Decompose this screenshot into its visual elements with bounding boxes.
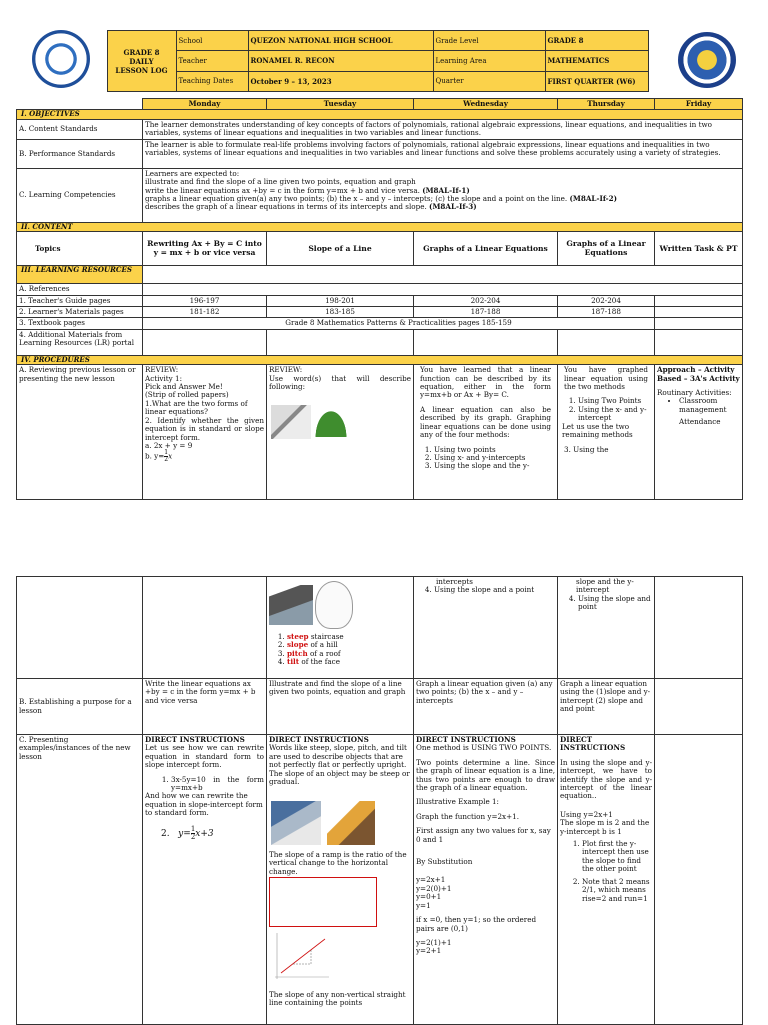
mon-item-a: a. 2x + y = 9 xyxy=(145,440,193,450)
mon-di-para-1: Let us see how we can rewrite equation in standard form to slope intercept form. xyxy=(145,743,264,770)
lesson-table-page-1 xyxy=(16,98,743,500)
tg-pages-thursday: 202-204 xyxy=(558,295,655,306)
reviewing-lesson-label: A. Reviewing previous lesson or presenting the new lesson xyxy=(17,365,143,500)
topic-friday: Written Task & PT xyxy=(655,232,743,266)
learners-materials-label: 2. Learner's Materials pages xyxy=(17,307,143,318)
performance-standards-label: B. Performance Standards xyxy=(17,139,143,168)
tuesday-review-cell xyxy=(267,365,414,500)
wed-step-6: y=2+1 xyxy=(416,946,442,956)
learning-resources-heading: III. LEARNING RESOURCES xyxy=(17,266,143,284)
lm-pages-wednesday: 187-188 xyxy=(414,307,558,318)
grade-level-label: Grade Level xyxy=(433,31,545,51)
lm-pages-tuesday: 183-185 xyxy=(267,307,414,318)
objectives-heading: I. OBJECTIVES xyxy=(17,110,743,119)
wed-ordered-pair: if x =0, then y=1; so the ordered pairs are (0,1) xyxy=(416,915,537,933)
establishing-purpose-label: B. Establishing a purpose for a lesson xyxy=(17,679,143,735)
wed-di-method: One method is USING TWO POINTS. xyxy=(416,743,552,753)
mon-di-item-2: 2. y= $\frac{1}{2}$ x+3 xyxy=(161,824,214,841)
thu-method-3-cont: slope and the y-intercept xyxy=(576,577,634,595)
monday-instruction-cell xyxy=(143,735,267,1025)
mon-question-1: 1.What are the two forms of linear equations? xyxy=(145,398,248,417)
school-label: School xyxy=(176,31,248,51)
ramp-diagram-box xyxy=(269,877,377,927)
teacher-label: Teacher xyxy=(176,51,248,71)
competency-3: graphs a linear equation given(a) any two points; (b) the x – and y – intercepts; (c) the slope and a point on the line. (M8AL-If-2) xyxy=(145,194,618,204)
thu-method-2: 2. Using the x- and y-intercept xyxy=(578,406,652,423)
mon-item-b: b. y= $\frac{1}{2}$ x xyxy=(145,449,173,464)
topic-wednesday: Graphs of a Linear Equations xyxy=(414,232,558,266)
staircase-image xyxy=(271,405,311,439)
playground-ramp-image xyxy=(327,801,375,845)
wed-example-title: Illustrative Example 1: xyxy=(416,797,499,807)
tue-di-para-1: Words like steep, slope, pitch, and tilt are used to describe objects that are not perfectly flat or perfectly upright. The slope of an object may be steep or gradual. xyxy=(269,743,410,787)
thursday-review-cont xyxy=(558,577,655,679)
textbook-pages: Grade 8 Mathematics Patterns & Practicalities pages 185-159 xyxy=(143,318,655,329)
school-name: QUEZON NATIONAL HIGH SCHOOL xyxy=(248,31,433,51)
mon-activity-material: (Strip of rolled papers) xyxy=(145,390,229,400)
fri-approach: Approach – Activity Based – 3A's Activity xyxy=(657,365,740,383)
header-table xyxy=(20,30,750,92)
wed-step-1: y=2x+1 xyxy=(416,875,446,885)
tuesday-review-cont xyxy=(267,577,414,679)
friday-review-cell xyxy=(655,365,743,500)
competency-4: describes the graph of a linear equations in terms of its intercepts and slope. (M8AL-If-3) xyxy=(145,202,477,212)
quarter-label: Quarter xyxy=(433,71,545,91)
wednesday-review-cell xyxy=(414,365,558,500)
procedures-heading: IV. PROCEDURES xyxy=(17,355,743,364)
wed-step-3: y=0+1 xyxy=(416,892,442,902)
wed-method-3-cont: intercepts xyxy=(436,577,473,586)
mon-di-heading: DIRECT INSTRUCTIONS xyxy=(145,735,245,744)
competency-2: write the linear equations ax +by = c in the form y=mx + b and vice versa. (M8AL-If-1) xyxy=(145,185,470,195)
wed-step-2: y=2(0)+1 xyxy=(416,883,452,893)
content-standards-text: The learner demonstrates understanding of key concepts of factors of polynomials, rational algebraic expressions, linear equations, and inequalities in two variables, systems of linear equations and inequalities in two variables and linear functions. xyxy=(143,119,743,139)
thu-di-using: Using y=2x+1 xyxy=(560,809,613,819)
tg-pages-wednesday: 202-204 xyxy=(414,295,558,306)
thu-di-step-1: 1. Plot first the y-intercept then use the slope to find the other point xyxy=(582,840,652,874)
purpose-tuesday: Illustrate and find the slope of a line given two points, equation and graph xyxy=(267,679,414,735)
wed-di-heading: DIRECT INSTRUCTIONS xyxy=(416,735,516,744)
topic-tuesday: Slope of a Line xyxy=(267,232,414,266)
tue-di-para-3: The slope of any non-vertical straight line containing the points xyxy=(269,990,406,1008)
tuesday-instruction-cell xyxy=(267,735,414,1025)
tue-word-4: 4. tilt of the face xyxy=(287,658,344,666)
tue-di-para-2: The slope of a ramp is the ratio of the vertical change to the horizontal change. xyxy=(269,850,407,876)
thu-method-4: 4. Using the slope and point xyxy=(578,595,652,612)
lm-pages-monday: 181-182 xyxy=(143,307,267,318)
learning-area: MATHEMATICS xyxy=(545,51,648,71)
mon-di-para-2: And how we can rewrite the equation in slope-intercept form to standard form. xyxy=(145,791,263,818)
wed-step-4: y=1 xyxy=(416,900,431,910)
mon-activity-name: Pick and Answer Me! xyxy=(145,382,223,392)
learning-area-label: Learning Area xyxy=(433,51,545,71)
purpose-wednesday: Graph a linear equation given (a) any two points; (b) the x – and y – intercepts xyxy=(414,679,558,735)
performance-standards-text: The learner is able to formulate real-life problems involving factors of polynomials, rational algebraic expressions, linear equations and inequalities in two variables, systems of linear equations and inequalities in two variables and linear functions and solve these problems accurately using a variety of strategies. xyxy=(143,139,743,168)
tg-pages-monday: 196-197 xyxy=(143,295,267,306)
competency-1: illustrate and find the slope of a line given two points, equation and graph xyxy=(145,177,416,187)
tue-review-instruction: Use word(s) that will describe following: xyxy=(269,373,411,392)
wed-review-para-1: You have learned that a linear function can be described by its equation, either in the form y=mx+b or Ax + By= C. xyxy=(420,365,551,400)
content-standards-label: A. Content Standards xyxy=(17,119,143,139)
wednesday-instruction-cell xyxy=(414,735,558,1025)
hill-image xyxy=(313,407,349,437)
learning-competencies-label: C. Learning Competencies xyxy=(17,168,143,222)
tue-di-heading: DIRECT INSTRUCTIONS xyxy=(269,735,369,744)
thu-remaining-methods: Let us use the two remaining methods xyxy=(562,421,633,440)
wed-step-5: y=2(1)+1 xyxy=(416,937,452,947)
learning-competencies-text xyxy=(143,168,743,222)
roof-image xyxy=(269,585,313,625)
slope-graph-diagram xyxy=(271,931,331,981)
mon-activity: Activity 1: xyxy=(145,373,182,383)
wed-review-para-2: A linear equation can also be described by its graph. Graphing linear equations can be done using any of the four methods: xyxy=(420,404,551,440)
lesson-table-page-2 xyxy=(16,576,743,1025)
purpose-thursday: Graph a linear equation using the (1)slope and y-intercept (2) slope and and point xyxy=(558,679,655,735)
solar-ramp-image xyxy=(271,801,321,845)
topics-label: Topics xyxy=(17,232,143,266)
thu-di-para: In using the slope and y-intercept, we have to identify the slope and y-intercept of the linear equation.. xyxy=(560,757,652,801)
lm-pages-thursday: 187-188 xyxy=(558,307,655,318)
day-monday: Monday xyxy=(143,99,267,110)
wed-method-4: 4. Using the slope and a point xyxy=(434,586,555,594)
teacher-name: RONAMEL R. RECON xyxy=(248,51,433,71)
day-friday: Friday xyxy=(655,99,743,110)
grade-level: GRADE 8 xyxy=(545,31,648,51)
wed-di-para: Two points determine a line. Since the graph of linear equation is a line, thus two points are enough to draw the graph of a linear equation. xyxy=(416,757,555,793)
thu-di-slope: The slope m is 2 and the y-intercept b is 1 xyxy=(560,818,650,836)
thu-method-1: 1. Using Two Points xyxy=(578,397,652,405)
teachers-guide-label: 1. Teacher's Guide pages xyxy=(17,295,143,306)
fri-attendance: Attendance xyxy=(679,417,721,427)
tue-word-1: 1. steep staircase xyxy=(287,633,344,641)
fri-classroom-management: • Classroom management xyxy=(679,397,740,414)
wed-example-assign: First assign any two values for x, say 0 and 1 xyxy=(416,826,551,844)
references-label: A. References xyxy=(17,284,143,295)
wed-method-1: 1. Using two points xyxy=(434,446,555,454)
thursday-instruction-cell xyxy=(558,735,655,1025)
content-heading: II. CONTENT xyxy=(17,222,743,231)
presenting-examples-label: C. Presenting examples/instances of the new lesson xyxy=(17,735,143,1025)
monday-review-cell xyxy=(143,365,267,500)
fri-routinary: Routinary Activities: xyxy=(657,388,732,398)
competency-intro: Learners are expected to: xyxy=(145,168,240,178)
day-thursday: Thursday xyxy=(558,99,655,110)
topic-thursday: Graphs of a Linear Equations xyxy=(558,232,655,266)
day-wednesday: Wednesday xyxy=(414,99,558,110)
textbook-pages-label: 3. Textbook pages xyxy=(17,318,143,329)
purpose-monday: Write the linear equations ax +by = c in the form y=mx + b and vice versa xyxy=(143,679,267,735)
mon-di-item-1: 1. 3x-5y=10 in the form y=mx+b xyxy=(171,776,264,793)
lesson-log-title: GRADE 8 DAILY LESSON LOG xyxy=(107,31,176,92)
wednesday-review-cont xyxy=(414,577,558,679)
tg-pages-tuesday: 198-201 xyxy=(267,295,414,306)
tue-word-3: 3. pitch of a roof xyxy=(287,650,344,658)
teaching-dates: October 9 – 13, 2023 xyxy=(248,71,433,91)
wed-substitution: By Substitution xyxy=(416,857,473,867)
wed-method-2: 2. Using x- and y-intercepts xyxy=(434,454,555,462)
quarter: FIRST QUARTER (W6) xyxy=(545,71,648,91)
thursday-review-cell xyxy=(558,365,655,500)
thu-di-step-2: 2. Note that 2 means 2/1, which means rise=2 and run=1 xyxy=(582,878,652,903)
teaching-dates-label: Teaching Dates xyxy=(176,71,248,91)
thu-method-3-start: 3. Using the xyxy=(564,444,609,454)
mon-question-2: 2. Identify whether the given equation is in standard or slope intercept form. xyxy=(145,415,264,442)
face-sketch-image xyxy=(315,581,353,629)
tue-review-title: REVIEW: xyxy=(269,365,303,375)
additional-materials-label: 4. Additional Materials from Learning Resources (LR) portal xyxy=(17,329,143,355)
wed-method-3: 3. Using the slope and the y- xyxy=(434,462,555,470)
mon-review-title: REVIEW: xyxy=(145,365,179,375)
thu-di-heading: DIRECT INSTRUCTIONS xyxy=(560,735,626,753)
topic-monday: Rewriting Ax + By = C into y = mx + b or vice versa xyxy=(143,232,267,266)
day-tuesday: Tuesday xyxy=(267,99,414,110)
wed-example-function: Graph the function y=2x+1. xyxy=(416,811,519,821)
tue-word-2: 2. slope of a hill xyxy=(287,641,344,649)
thu-review-para: You have graphed linear equation using the two methods xyxy=(564,365,648,392)
